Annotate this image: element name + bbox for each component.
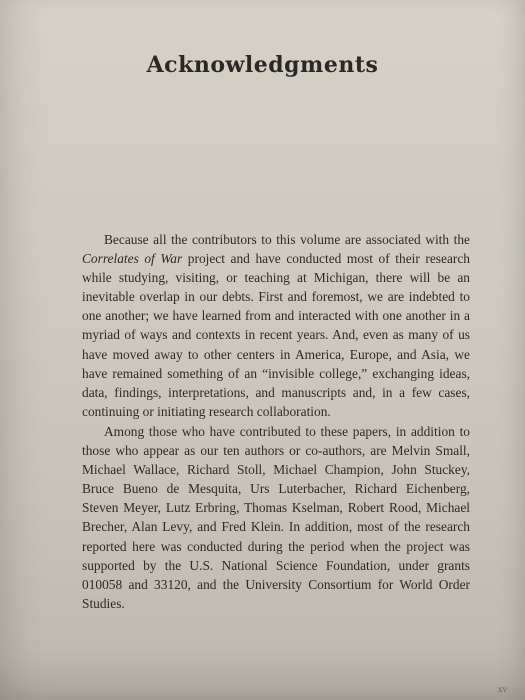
book-title-italic: Correlates of War [82, 251, 183, 267]
paragraph-1 [82, 230, 470, 421]
paragraph-1-text-end: project and have conducted most of their research while studying, visiting, or teaching at Michigan, there will be an inevitable overlap in our debts. First and foremost, we are indebted to one another; we have learned from and interacted with one another in a myriad of ways and contexts in recent years. And, even as many of us have moved away to other centers in America, Europe, and Asia, we have remained something of an “invisible college,” exchanging ideas, data, findings, interpretations, and manuscripts and, in a few cases, continuing or initiating research collaboration. [82, 251, 470, 419]
paragraph-1-text-start: Because all the contributors to this volume are associated with the [104, 232, 470, 247]
acknowledgments-body [82, 230, 470, 613]
paragraph-2: Among those who have contributed to these papers, in addition to those who appear as our ten authors or co-authors, are Melvin Small, Michael Wallace, Richard Stoll, Michael Champion, John Stuckey, Bruce Bueno de Mesquita, Urs Luterbacher, Richard Eichenberg, Steven Meyer, Lutz Erbring, Thomas Kselman, Robert Rood, Michael Brecher, Alan Levy, and Fred Klein. In addition, most of the research reported here was conducted during the period when the project was supported by the U.S. National Science Foundation, under grants 010058 and 33120, and the University Consortium for World Order Studies. [82, 423, 470, 611]
page-title: Acknowledgments [146, 52, 379, 78]
page-number: xv [498, 684, 507, 694]
